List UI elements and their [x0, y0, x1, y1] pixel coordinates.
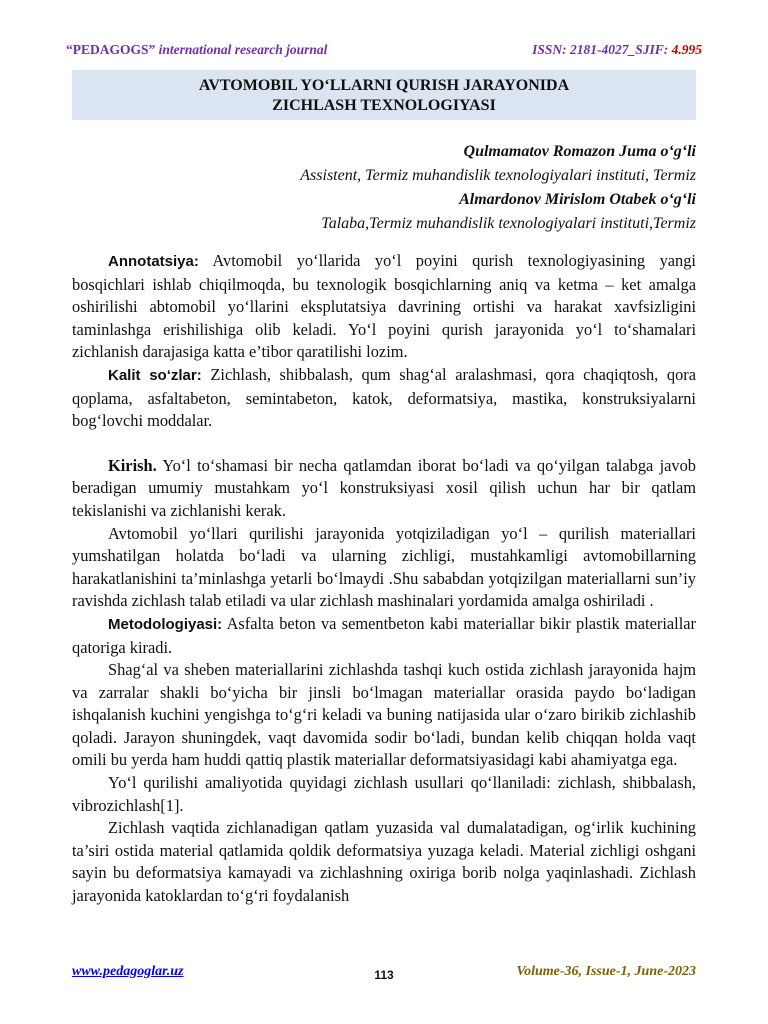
keywords-label: Kalit so‘zlar: [108, 366, 202, 384]
article-body [72, 250, 696, 908]
methods-paragraph-3: Yo‘l qurilishi amaliyotida quyidagi zichlash usullari qo‘llaniladi: zichlash, shibbalash, vibrozichlash[1]. [72, 773, 696, 815]
page-number: 113 [374, 968, 394, 982]
journal-title [66, 42, 327, 58]
sjif-value: 4.995 [671, 42, 702, 57]
journal-header [66, 40, 702, 62]
author-block [96, 140, 696, 236]
title-line-1: AVTOMOBIL YO‘LLARNI QURISH JARAYONIDA [198, 77, 570, 94]
abstract-text: Avtomobil yo‘llarida yo‘l poyini qurish texnologiyasining yangi bosqichlari ishlab chiqilmoqda, bu texnologik bosqichlarning aniq va ketma – ket amalga oshirilishi abtomobil yo‘llarini eksplutatsiya davrining ortishi va harakat xavfsizligini taminlashga erishilishiga olib keladi. Yo‘l poyini qurish jarayonida yo‘l to‘shamalari zichlanish darajasiga katta e’tibor qaratilishi lozim. [72, 251, 696, 362]
author-name-1: Qulmamatov Romazon Juma o‘g‘li [463, 143, 696, 160]
section-gap [72, 433, 696, 455]
methods-paragraph-1 [72, 613, 696, 659]
abstract-label: Annotatsiya: [108, 253, 199, 270]
article-title [72, 70, 696, 120]
issn-text: ISSN: 2181-4027_SJIF: [532, 42, 672, 57]
title-line-2: ZICHLASH TEXNOLOGIYASI [272, 97, 496, 114]
methods-paragraph-4: Zichlash vaqtida zichlanadigan qatlam yuzasida val dumalatadigan, og‘irlik kuchining ta’siri ostida material qatlamida qoldik deformatsiya yuzaga keladi. Material zichligi oshgani sayin bu deformatsiya kamayadi va zichlashning oxiriga borib nolga yaqinlashadi. Zichlash jarayonida katoklardan to‘g‘ri foydalanish [72, 818, 696, 906]
journal-subtitle: international research journal [155, 42, 328, 57]
methods-paragraph-2: Shag‘al va sheben materiallarini zichlashda tashqi kuch ostida zichlash jarayonida hajm va zarralar shakli bo‘yicha bir jinsli bo‘lmagan materiallar orasida paydo bo‘ladigan ishqalanish kuchini yengishga to‘g‘ri keladi va buning natijasida ular o‘zaro birikib zichlashib qoladi. Jarayon shuningdek, vaqt davomida sodir bo‘ladi, bundan kelib chiqqan holda vaqt omili bu yerda ham huddi qattiq plastik materiallar deformatsiyasidagi kabi ahamiyatga ega. [72, 660, 696, 770]
volume-issue: Volume-36, Issue-1, June-2023 [516, 964, 696, 979]
keywords-text: Zichlash, shibbalash, qum shag‘al aralashmasi, qora chaqiqtosh, qora qoplama, asfaltabeton, semintabeton, katok, deformatsiya, mastika, konstruksiyalarni bog‘lovchi moddalar. [72, 364, 697, 431]
author-affiliation-1: Assistent, Termiz muhandislik texnologiyalari instituti, Termiz [300, 167, 696, 184]
author-affiliation-2: Talaba,Termiz muhandislik texnologiyalari instituti,Termiz [321, 215, 696, 232]
intro-text: Yo‘l to‘shamasi bir necha qatlamdan iborat bo‘ladi va qo‘yilgan talabga javob beradigan umumiy mustahkam yo‘l konstruksiyasi xosil qilish uchun har bir qatlam tekislanishi va zichlanishi kerak. [72, 455, 696, 520]
intro-paragraph-2: Avtomobil yo‘llari qurilishi jarayonida yotqiziladigan yo‘l – qurilish materiallari yumshatilgan holatda bo‘ladi va ularning zichligi, mustahkamligi avtomobillarning harakatlanishini ta’minlashga yetarli bo‘lmaydi .Shu sababdan yotqizilgan materiallarni sun’iy ravishda zichlash talab etiladi va ular zichlash mashinalari yordamida amalga oshiriladi . [72, 523, 696, 611]
page-footer [72, 964, 696, 988]
methods-text: Asfalta beton va sementbeton kabi materiallar bikir plastik materiallar qatoriga kiradi. [72, 613, 696, 657]
journal-name: “PEDAGOGS” [66, 42, 156, 57]
intro-paragraph-1 [72, 455, 696, 523]
intro-label: Kirish. [108, 455, 157, 475]
website-link[interactable]: www.pedagoglar.uz [72, 964, 184, 979]
methods-label: Metodologiyasi: [108, 615, 223, 633]
issn-sjif [532, 42, 702, 58]
abstract-paragraph [72, 250, 696, 364]
keywords-paragraph [72, 364, 696, 433]
author-name-2: Almardonov Mirislom Otabek o‘g‘li [459, 191, 696, 208]
